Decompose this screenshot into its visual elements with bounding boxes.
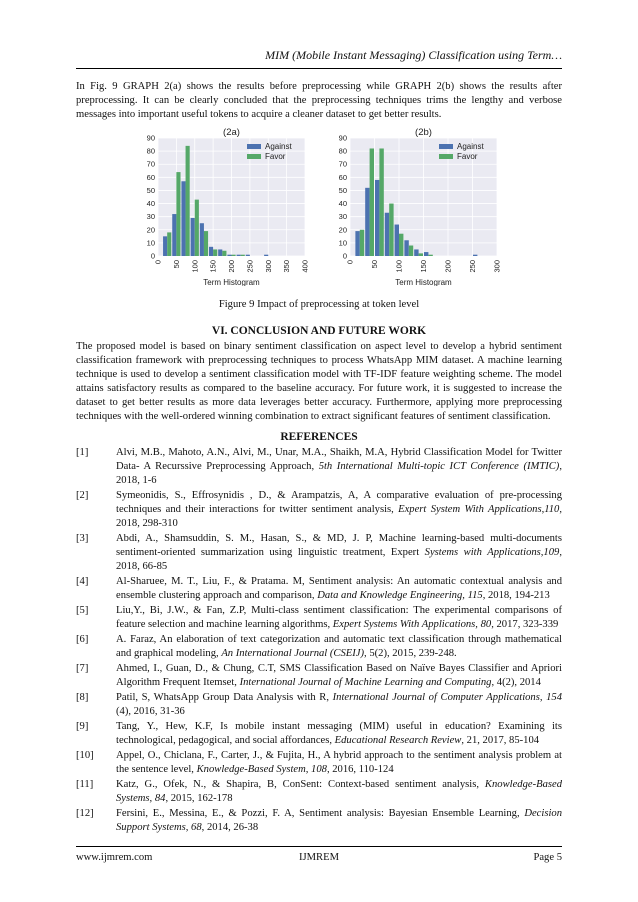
reference-number: [9] [76, 721, 89, 732]
chart-2b [328, 126, 503, 286]
reference-text: Alvi, M.B., Mahoto, A.N., Alvi, M., Unar, M.A., Shaikh, M.A, Hybrid Classification Model for Twitter Data- A Recurssive Preprocessing Approach, 5th International Multi-topic ICT Conference (IMTIC), 2018, 1-6 [116, 447, 562, 486]
bar-favor [167, 232, 171, 256]
bar-against [237, 255, 241, 256]
bar-favor [399, 234, 403, 256]
reference-text: Symeonidis, S., Effrosynidis , D., & Arampatzis, A, A comparative evaluation of pre-processing techniques and their interactions for twitter sentiment analysis, Expert System With Applications,110, 2018, 298-310 [116, 490, 562, 529]
bar-against [473, 255, 477, 256]
y-tick-label: 20 [146, 225, 155, 235]
x-tick-label: 50 [370, 260, 379, 269]
reference-item [76, 778, 562, 806]
reference-number: [6] [76, 634, 89, 645]
bar-against [227, 255, 231, 256]
footer-website[interactable]: www.ijmrem.com [76, 852, 153, 863]
reference-item [76, 575, 562, 603]
section-body: The proposed model is based on binary sentiment classification on aspect level to develop a hybrid sentiment classification framework with preprocessing techniques to process WhatsApp MIM dataset. A machine learning technique is used to develop a sentiment classification model with TF-IDF feature weighting scheme. The model attains satisfactory results as compared to the baseline accuracy. For future work, it is suggested to increase the dataset to get better results as more data leverages better accuracy. Furthermore, applying more preprocessing techniques with the well-ordered winning combination to extract significant features of sentiment classification. [76, 341, 562, 422]
reference-item [76, 532, 562, 574]
bar-against [424, 252, 428, 256]
bar-favor [222, 251, 226, 256]
bar-favor [241, 255, 245, 256]
bar-against [264, 255, 268, 256]
reference-source: Expert System With Applications,110 [398, 504, 560, 515]
bar-favor [186, 146, 190, 256]
reference-text: Tang, Y., Hew, K.F, Is mobile instant messaging (MIM) useful in education? Examining its technological, pedagogical, and social affordances, Educational Research Review, 21, 2017, 85-104 [116, 721, 562, 746]
reference-number: [8] [76, 692, 89, 703]
reference-item [76, 489, 562, 531]
bar-against [365, 188, 369, 256]
x-tick-label: 150 [419, 260, 428, 273]
reference-source: 5th International Multi-topic ICT Conference (IMTIC) [318, 461, 560, 472]
reference-source: Data and Knowledge Engineering, 115 [317, 590, 483, 601]
bar-favor [370, 148, 374, 256]
bar-against [163, 236, 167, 256]
y-tick-label: 70 [338, 159, 347, 169]
x-tick-label: 350 [282, 260, 292, 273]
legend-swatch [247, 144, 261, 149]
reference-text: Patil, S, WhatsApp Group Data Analysis with R, International Journal of Computer Applications, 154 (4), 2016, 31-36 [116, 692, 562, 717]
x-tick-label: 200 [443, 260, 453, 273]
bar-against [246, 255, 250, 256]
figure-9 [136, 126, 311, 286]
reference-item [76, 807, 562, 835]
chart-title: (2a) [223, 127, 240, 138]
footer-rule [76, 846, 562, 847]
legend-label: Against [265, 142, 292, 151]
reference-source: Expert Systems With Applications, 80 [332, 619, 492, 630]
bar-against [395, 225, 399, 256]
bar-favor [195, 200, 199, 256]
y-tick-label: 50 [146, 185, 155, 195]
reference-number: [11] [76, 779, 94, 790]
section-title: VI. CONCLUSION AND FUTURE WORK [211, 325, 427, 337]
reference-item [76, 633, 562, 661]
intro-paragraph: In Fig. 9 GRAPH 2(a) shows the results before preprocessing while GRAPH 2(b) shows the results after preprocessing. It can be clearly concluded that the preprocessing techniques trims the lengthy and verbose messages into important useful tokens to acquire a cleaner dataset to get better results. [76, 81, 562, 120]
y-tick-label: 0 [150, 251, 155, 261]
bar-against [172, 214, 176, 256]
x-tick-label: 250 [245, 260, 255, 273]
y-tick-label: 10 [146, 238, 155, 248]
y-tick-label: 90 [146, 133, 155, 143]
x-tick-label: 0 [153, 260, 163, 265]
figure-caption: Figure 9 Impact of preprocessing at token level [218, 299, 420, 310]
x-tick-label: 400 [300, 260, 310, 273]
y-tick-label: 10 [338, 238, 347, 248]
reference-item [76, 604, 562, 632]
bar-against [200, 223, 204, 256]
bar-against [385, 213, 389, 256]
bar-against [191, 218, 195, 256]
running-head: MIM (Mobile Instant Messaging) Classification using Term… [265, 48, 562, 62]
bar-favor [360, 230, 364, 256]
reference-text: A. Faraz, An elaboration of text categorization and automatic text classification through mathematical and graphical modeling, An International Journal (CSEIJ), 5(2), 2015, 239-248. [116, 634, 562, 659]
footer-journal: IJMREM [298, 852, 340, 863]
x-tick-label: 200 [227, 260, 236, 273]
chart-title: (2b) [415, 127, 432, 138]
y-tick-label: 30 [338, 212, 347, 222]
y-tick-label: 90 [338, 133, 347, 143]
figure-9-b [328, 126, 503, 286]
bar-against [375, 180, 379, 256]
reference-source: Decision Support Systems, 68 [116, 808, 562, 833]
bar-against [404, 240, 408, 256]
bar-favor [389, 204, 393, 256]
x-tick-label: 0 [345, 260, 355, 265]
reference-text: Fersini, E., Messina, E., & Pozzi, F. A, Sentiment analysis: Bayesian Ensemble Learning, Decision Support Systems, 68, 2014, 26-38 [116, 808, 562, 833]
bar-against [218, 249, 222, 256]
y-tick-label: 70 [146, 159, 155, 169]
reference-text: Abdi, A., Shamsuddin, S. M., Hasan, S., & MD, J. P, Machine learning-based multi-documents sentiment-oriented summarization using linguistic treatment, Expert Systems with Applications,109, 2018, 66-85 [116, 533, 562, 572]
bar-against [355, 231, 359, 256]
y-tick-label: 40 [146, 199, 155, 209]
x-tick-label: 150 [208, 260, 218, 273]
reference-text: Katz, G., Ofek, N., & Shapira, B, ConSent: Context-based sentiment analysis, Knowledge-Based Systems, 84, 2015, 162-178 [116, 779, 562, 804]
reference-source: Systems with Applications,109 [424, 547, 560, 558]
x-tick-label: 100 [190, 260, 200, 273]
reference-item [76, 749, 562, 777]
y-tick-label: 40 [338, 199, 347, 209]
footer-page-number: Page 5 [533, 852, 562, 863]
x-tick-label: 300 [263, 260, 273, 273]
chart-2a [136, 126, 311, 286]
x-tick-label: 50 [171, 260, 181, 269]
y-tick-label: 80 [146, 146, 155, 156]
x-tick-label: 300 [492, 260, 502, 273]
header-rule [76, 68, 562, 69]
reference-number: [2] [76, 490, 89, 501]
reference-number: [5] [76, 605, 89, 616]
y-tick-label: 80 [338, 146, 347, 156]
legend-label: Favor [457, 152, 478, 161]
reference-source: International Journal of Computer Applications, 154 [332, 692, 562, 703]
y-tick-label: 50 [338, 185, 347, 195]
x-tick-label: 100 [394, 260, 404, 273]
y-tick-label: 0 [342, 251, 347, 261]
reference-text: Liu,Y., Bi, J.W., & Fan, Z.P, Multi-class sentiment classification: The experimental comparisons of feature selection and machine learning algorithms, Expert Systems With Applications, 80, 2017, 323-339 [116, 605, 562, 630]
x-tick-label: 250 [468, 260, 477, 273]
legend-label: Against [457, 142, 484, 151]
reference-number: [10] [76, 750, 94, 761]
y-tick-label: 30 [146, 212, 155, 222]
reference-source: Knowledge-Based Systems, 84 [116, 779, 562, 804]
footer [76, 852, 562, 866]
reference-number: [4] [76, 576, 89, 587]
legend-label: Favor [265, 152, 286, 161]
y-tick-label: 20 [338, 225, 347, 235]
reference-number: [12] [76, 808, 94, 819]
y-tick-label: 60 [338, 172, 347, 182]
reference-source: Educational Research Review [334, 735, 462, 746]
reference-number: [3] [76, 533, 89, 544]
bar-favor [409, 246, 413, 256]
reference-source: International Journal of Machine Learning and Computing [239, 677, 492, 688]
x-axis-label: Term Histogram [203, 278, 260, 286]
bar-against [209, 247, 213, 256]
reference-source: Knowledge-Based System, 108 [196, 764, 327, 775]
bar-favor [379, 148, 383, 256]
reference-text: Al-Sharuee, M. T., Liu, F., & Pratama. M, Sentiment analysis: An automatic contextual analysis and ensemble clustering approach and comparison, Data and Knowledge Engineering, 115, 2018, 194-213 [116, 576, 562, 601]
reference-number: [7] [76, 663, 89, 674]
x-axis-label: Term Histogram [395, 278, 452, 286]
reference-item [76, 662, 562, 690]
reference-text: Appel, O., Chiclana, F., Carter, J., & Fujita, H., A hybrid approach to the sentiment analysis problem at the sentence level, Knowledge-Based System, 108, 2016, 110-124 [116, 750, 562, 775]
legend-swatch [439, 144, 453, 149]
legend-swatch [439, 154, 453, 159]
bar-favor [213, 249, 217, 256]
bar-favor [176, 172, 180, 256]
bar-favor [232, 255, 236, 256]
reference-number: [1] [76, 447, 89, 458]
reference-source: An International Journal (CSEIJ), [221, 648, 367, 659]
reference-item [76, 720, 562, 748]
bar-against [181, 181, 185, 256]
legend-swatch [247, 154, 261, 159]
reference-item [76, 691, 562, 719]
references-list [76, 446, 562, 836]
references-title: REFERENCES [280, 431, 358, 443]
reference-item [76, 446, 562, 488]
bar-favor [428, 255, 432, 256]
bar-against [414, 249, 418, 256]
bar-favor [204, 231, 208, 256]
bar-favor [419, 253, 423, 256]
reference-text: Ahmed, I., Guan, D., & Chung, C.T, SMS Classification Based on Naïve Bayes Classifier and Apriori Algorithm Frequent Itemset, International Journal of Machine Learning and Computing, 4(2), 2014 [116, 663, 562, 688]
y-tick-label: 60 [146, 172, 155, 182]
